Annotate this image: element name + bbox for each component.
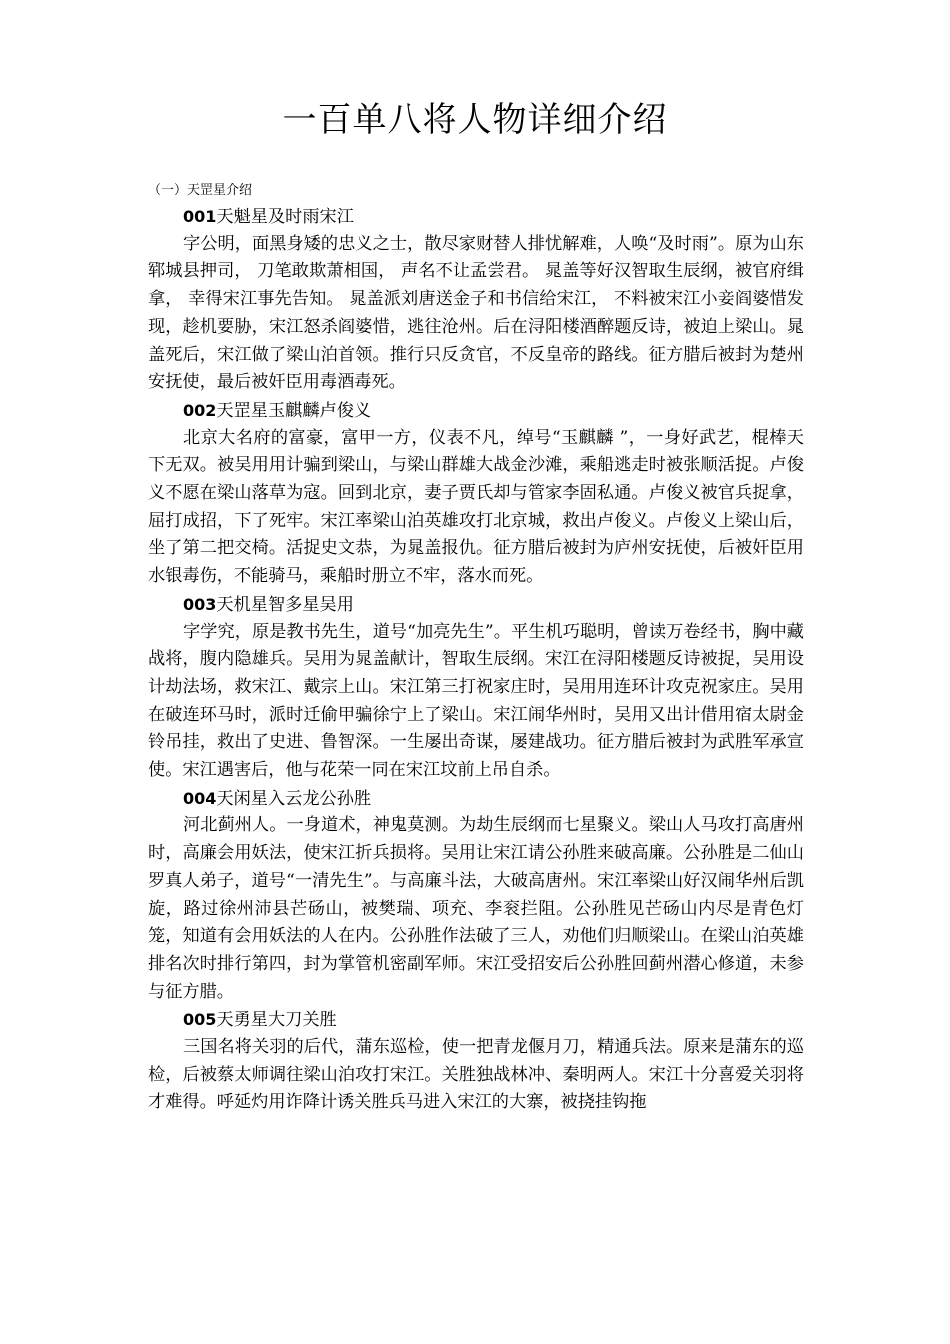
entry-title: 天机星智多星吴用 [216, 594, 354, 615]
entry-heading [148, 203, 804, 231]
entry-number: 005 [183, 1010, 217, 1030]
entry-title: 天闲星入云龙公孙胜 [216, 788, 372, 809]
entry-paragraph: 北京大名府的富豪，富甲一方，仪表不凡，绰号“玉麒麟 ”，一身好武艺，棍棒天下无双。被吴用用计骗到梁山，与梁山群雄大战金沙滩，乘船逃走时被张顺活捉。卢俊义不愿在梁山落草为寇。回到北京，妻子贾氏却与管家李固私通。卢俊义被官兵捉拿，屈打成招，下了死牢。宋江率梁山泊英雄攻打北京城，救出卢俊义。卢俊义上梁山后，坐了第二把交椅。活捉史文恭，为晁盖报仇。征方腊后被封为庐州安抚使，后被奸臣用水银毒伤，不能骑马，乘船时册立不牢，落水而死。 [148, 427, 804, 587]
entry-heading [148, 785, 804, 813]
entry-number: 001 [183, 207, 217, 226]
entry-heading [148, 397, 804, 425]
entry-number: 004 [183, 788, 217, 808]
entry-004 [148, 785, 804, 1007]
entry-paragraph: 三国名将关羽的后代，蒲东巡检，使一把青龙偃月刀，精通兵法。原来是蒲东的巡检，后被蔡太师调往梁山泊攻打宋江。关胜独战林冲、秦明两人。宋江十分喜爱关羽将才难得。呼延灼用诈降计诱关胜兵马进入宋江的大寨，被挠挂钩拖 [148, 1037, 804, 1113]
entry-heading [148, 591, 804, 619]
entry-number: 002 [183, 400, 217, 420]
entry-heading [148, 1006, 804, 1034]
entry-paragraph: 河北蓟州人。一身道术，神鬼莫测。为劫生辰纲而七星聚义。梁山人马攻打高唐州时，高廉会用妖法，使宋江折兵损将。吴用让宋江请公孙胜来破高廉。公孙胜是二仙山罗真人弟子，道号“一清先生”。与高廉斗法，大破高唐州。宋江率梁山好汉闹华州后凯旋，路过徐州沛县芒砀山，被樊瑞、项充、李衮拦阻。公孙胜见芒砀山内尽是青色灯笼，知道有会用妖法的人在内。公孙胜作法破了三人，劝他们归顺梁山。在梁山泊英雄排名次时排行第四，封为掌管机密副军师。宋江受招安后公孙胜回蓟州潜心修道，未参与征方腊。 [148, 815, 804, 1002]
entry-005 [148, 1006, 804, 1117]
document-body [148, 203, 804, 1117]
entry-002 [148, 397, 804, 591]
entry-003 [148, 591, 804, 785]
entry-title: 天魁星及时雨宋江 [216, 207, 354, 227]
entry-title: 天勇星大刀关胜 [216, 1010, 337, 1031]
page-title: 一百单八将人物详细介绍 [282, 100, 668, 140]
entry-title: 天罡星玉麒麟卢俊义 [216, 400, 372, 421]
entry-001 [148, 203, 804, 397]
entry-paragraph: 字学究，原是教书先生，道号“加亮先生”。平生机巧聪明，曾读万卷经书，胸中藏战将，腹内隐雄兵。吴用为晁盖献计，智取生辰纲。宋江在浔阳楼题反诗被捉，吴用设计劫法场，救宋江、戴宗上山。宋江第三打祝家庄时，吴用用连环计攻克祝家庄。吴用在破连环马时，派时迁偷甲骗徐宁上了梁山。宋江闹华州时，吴用又出计借用宿太尉金铃吊挂，救出了史进、鲁智深。一生屡出奇谋，屡建战功。征方腊后被封为武胜军承宣使。宋江遇害后，他与花荣一同在宋江坟前上吊自杀。 [148, 621, 804, 781]
section-label: （一）天罡星介绍 [148, 183, 253, 198]
entry-paragraph: 字公明，面黑身矮的忠义之士，散尽家财替人排忧解难，人唤“及时雨”。原为山东郓城县押司， 刀笔敢欺萧相国， 声名不让孟尝君。 晁盖等好汉智取生辰纲，被官府缉拿， 幸得宋江事先告知。 晁盖派刘唐送金子和书信给宋江， 不料被宋江小妾阎婆惜发现，趁机要胁，宋江怒杀阎婆惜，逃往沧州。后在浔阳楼酒醉题反诗，被迫上梁山。晁盖死后，宋江做了梁山泊首领。推行只反贪官，不反皇帝的路线。征方腊后被封为楚州安抚使，最后被奸臣用毒酒毒死。 [148, 233, 804, 393]
entry-number: 003 [183, 594, 217, 614]
